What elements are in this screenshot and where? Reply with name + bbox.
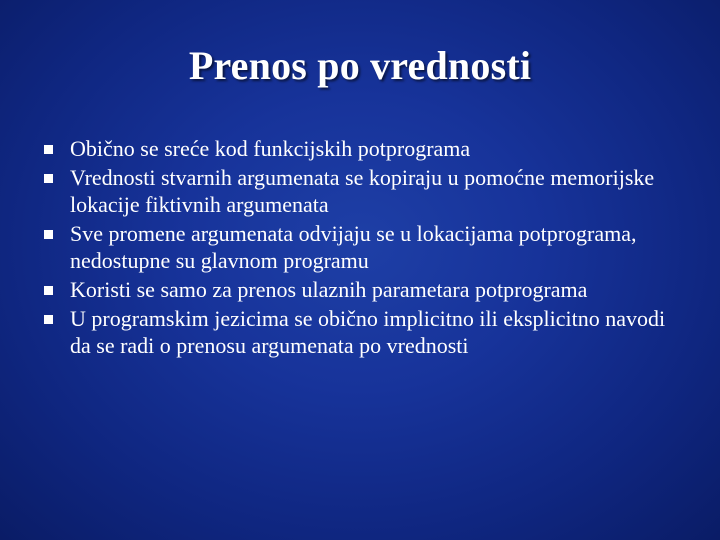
slide-title: Prenos po vrednosti xyxy=(188,43,532,88)
list-item xyxy=(44,276,684,303)
bullet-text: Vrednosti stvarnih argumenata se kopiraju u pomoćne memorijske lokacije fiktivnih argumenata xyxy=(70,165,655,217)
bullet-list xyxy=(44,135,684,361)
list-item xyxy=(44,305,684,359)
square-bullet-icon xyxy=(44,145,53,154)
bullet-text: Obično se sreće kod funkcijskih potprograma xyxy=(70,136,471,161)
square-bullet-icon xyxy=(44,286,53,295)
bullet-text: Sve promene argumenata odvijaju se u lokacijama potprograma, nedostupne su glavnom programu xyxy=(70,221,637,273)
list-item xyxy=(44,220,684,274)
list-item xyxy=(44,164,684,218)
bullet-text: U programskim jezicima se obično implicitno ili eksplicitno navodi da se radi o prenosu argumenata po vrednosti xyxy=(70,306,666,358)
square-bullet-icon xyxy=(44,315,53,324)
bullet-text: Koristi se samo za prenos ulaznih parametara potprograma xyxy=(70,277,588,302)
square-bullet-icon xyxy=(44,174,53,183)
square-bullet-icon xyxy=(44,230,53,239)
list-item xyxy=(44,135,684,162)
